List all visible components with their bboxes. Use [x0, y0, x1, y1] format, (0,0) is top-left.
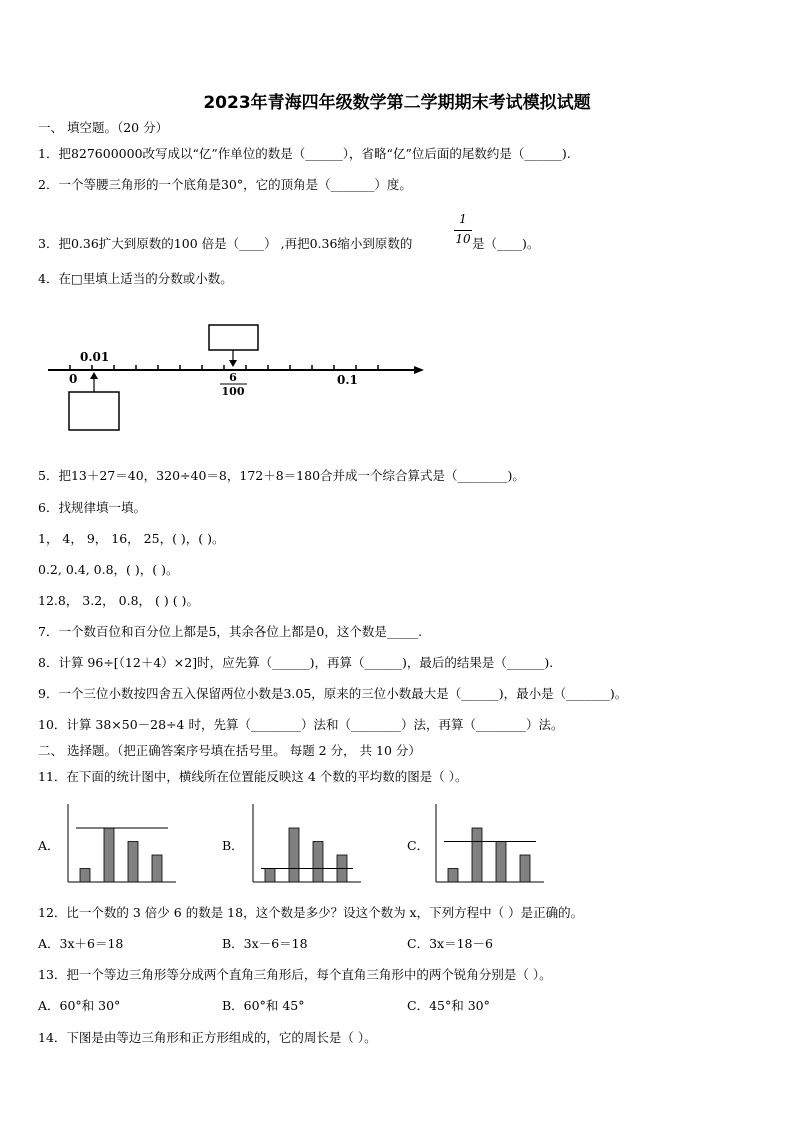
question-2: 2．一个等腰三角形的一个底角是30°，它的顶角是（_______）度。 — [38, 177, 412, 192]
question-3-part-b: 是（____)。 — [472, 236, 540, 251]
bar — [128, 842, 138, 883]
chart-b-label: B． — [222, 838, 244, 853]
question-12: 12．比一个数的 3 倍少 6 的数是 18，这个数是多少？设这个数为 x，下列方程中（ ）是正确的。 — [38, 905, 584, 920]
bar — [152, 855, 162, 882]
number-line-frac-num: 6 — [229, 371, 237, 384]
q12-option-b: B．3x－6＝18 — [222, 936, 308, 951]
question-4: 4．在□里填上适当的分数或小数。 — [38, 271, 233, 286]
bar — [289, 828, 299, 882]
number-line-label-0: 0 — [69, 372, 78, 386]
question-11: 11．在下面的统计图中，横线所在位置能反映这 4 个数的平均数的图是（ ）。 — [38, 769, 468, 784]
chart-a — [64, 804, 180, 884]
question-6: 6．找规律填一填。 — [38, 500, 146, 515]
question-9: 9．一个三位小数按四舍五入保留两位小数是3.05，原来的三位小数最大是（______)，最小是（_______)。 — [38, 686, 628, 701]
bar — [80, 869, 90, 883]
section-2-heading: 二、 选择题。（把正确答案序号填在括号里。 每题 2 分， 共 10 分） — [38, 743, 421, 758]
question-3-part-a: 3．把0.36扩大到原数的100 倍是（____） ,再把0.36缩小到原数的 — [38, 236, 413, 251]
upper-answer-box — [209, 325, 258, 350]
q12-option-c: C．3x＝18－6 — [407, 936, 493, 951]
bar — [104, 828, 114, 882]
page-title: 2023年青海四年级数学第二学期期末考试模拟试题 — [203, 93, 591, 113]
question-6-sequence-2: 0.2, 0.4, 0.8，( )，( )。 — [38, 562, 179, 577]
question-14: 14．下图是由等边三角形和正方形组成的，它的周长是（ ）。 — [38, 1030, 377, 1045]
question-10: 10．计算 38×50－28÷4 时，先算（________）法和（________）法，再算（________）法。 — [38, 717, 564, 732]
question-1: 1．把827600000改写成以“亿”作单位的数是（______），省略“亿”位后面的尾数约是（______). — [38, 146, 571, 161]
q3-fraction-bar — [454, 230, 472, 231]
chart-c-label: C． — [407, 838, 430, 853]
chart-b — [249, 804, 365, 884]
question-6-sequence-1: 1， 4， 9， 16， 25，( )，( )。 — [38, 531, 225, 546]
q12-option-a: A．3x＋6＝18 — [38, 936, 124, 951]
question-13: 13．把一个等边三角形等分成两个直角三角形后，每个直角三角形中的两个锐角分别是（ ）。 — [38, 967, 552, 982]
number-line-label-001: 0.01 — [80, 350, 110, 364]
lower-answer-box — [69, 392, 119, 430]
section-1-heading: 一、 填空题。（20 分） — [38, 120, 169, 135]
number-line-label-01: 0.1 — [337, 373, 358, 387]
bar — [520, 855, 530, 882]
chart-c — [432, 804, 548, 884]
number-line-figure — [40, 318, 430, 433]
q13-option-a: A．60°和 30° — [38, 998, 121, 1013]
question-6-sequence-3: 12.8， 3.2， 0.8， ( ) ( )。 — [38, 593, 199, 608]
number-line-arrow-icon — [414, 366, 424, 374]
q13-option-b: B．60°和 45° — [222, 998, 305, 1013]
question-8: 8．计算 96÷[（12＋4）×2]时，应先算（______)，再算（______)，最后的结果是（______). — [38, 655, 554, 670]
up-arrow-icon — [90, 372, 98, 379]
q13-option-c: C．45°和 30° — [407, 998, 490, 1013]
bar — [448, 869, 458, 883]
bar — [313, 842, 323, 883]
bar — [472, 828, 482, 882]
chart-a-label: A． — [38, 838, 60, 853]
bar — [496, 842, 506, 883]
bar — [265, 869, 275, 883]
question-5: 5．把13＋27＝40，320÷40＝8，172＋8＝180合并成一个综合算式是（________)。 — [38, 468, 525, 483]
down-arrow-icon — [229, 360, 237, 367]
question-7: 7．一个数百位和百分位上都是5，其余各位上都是0，这个数是_____. — [38, 624, 423, 639]
q3-fraction-numerator: 1 — [459, 212, 467, 226]
q3-fraction-denominator: 10 — [455, 232, 471, 246]
number-line-frac-den: 100 — [221, 385, 245, 398]
